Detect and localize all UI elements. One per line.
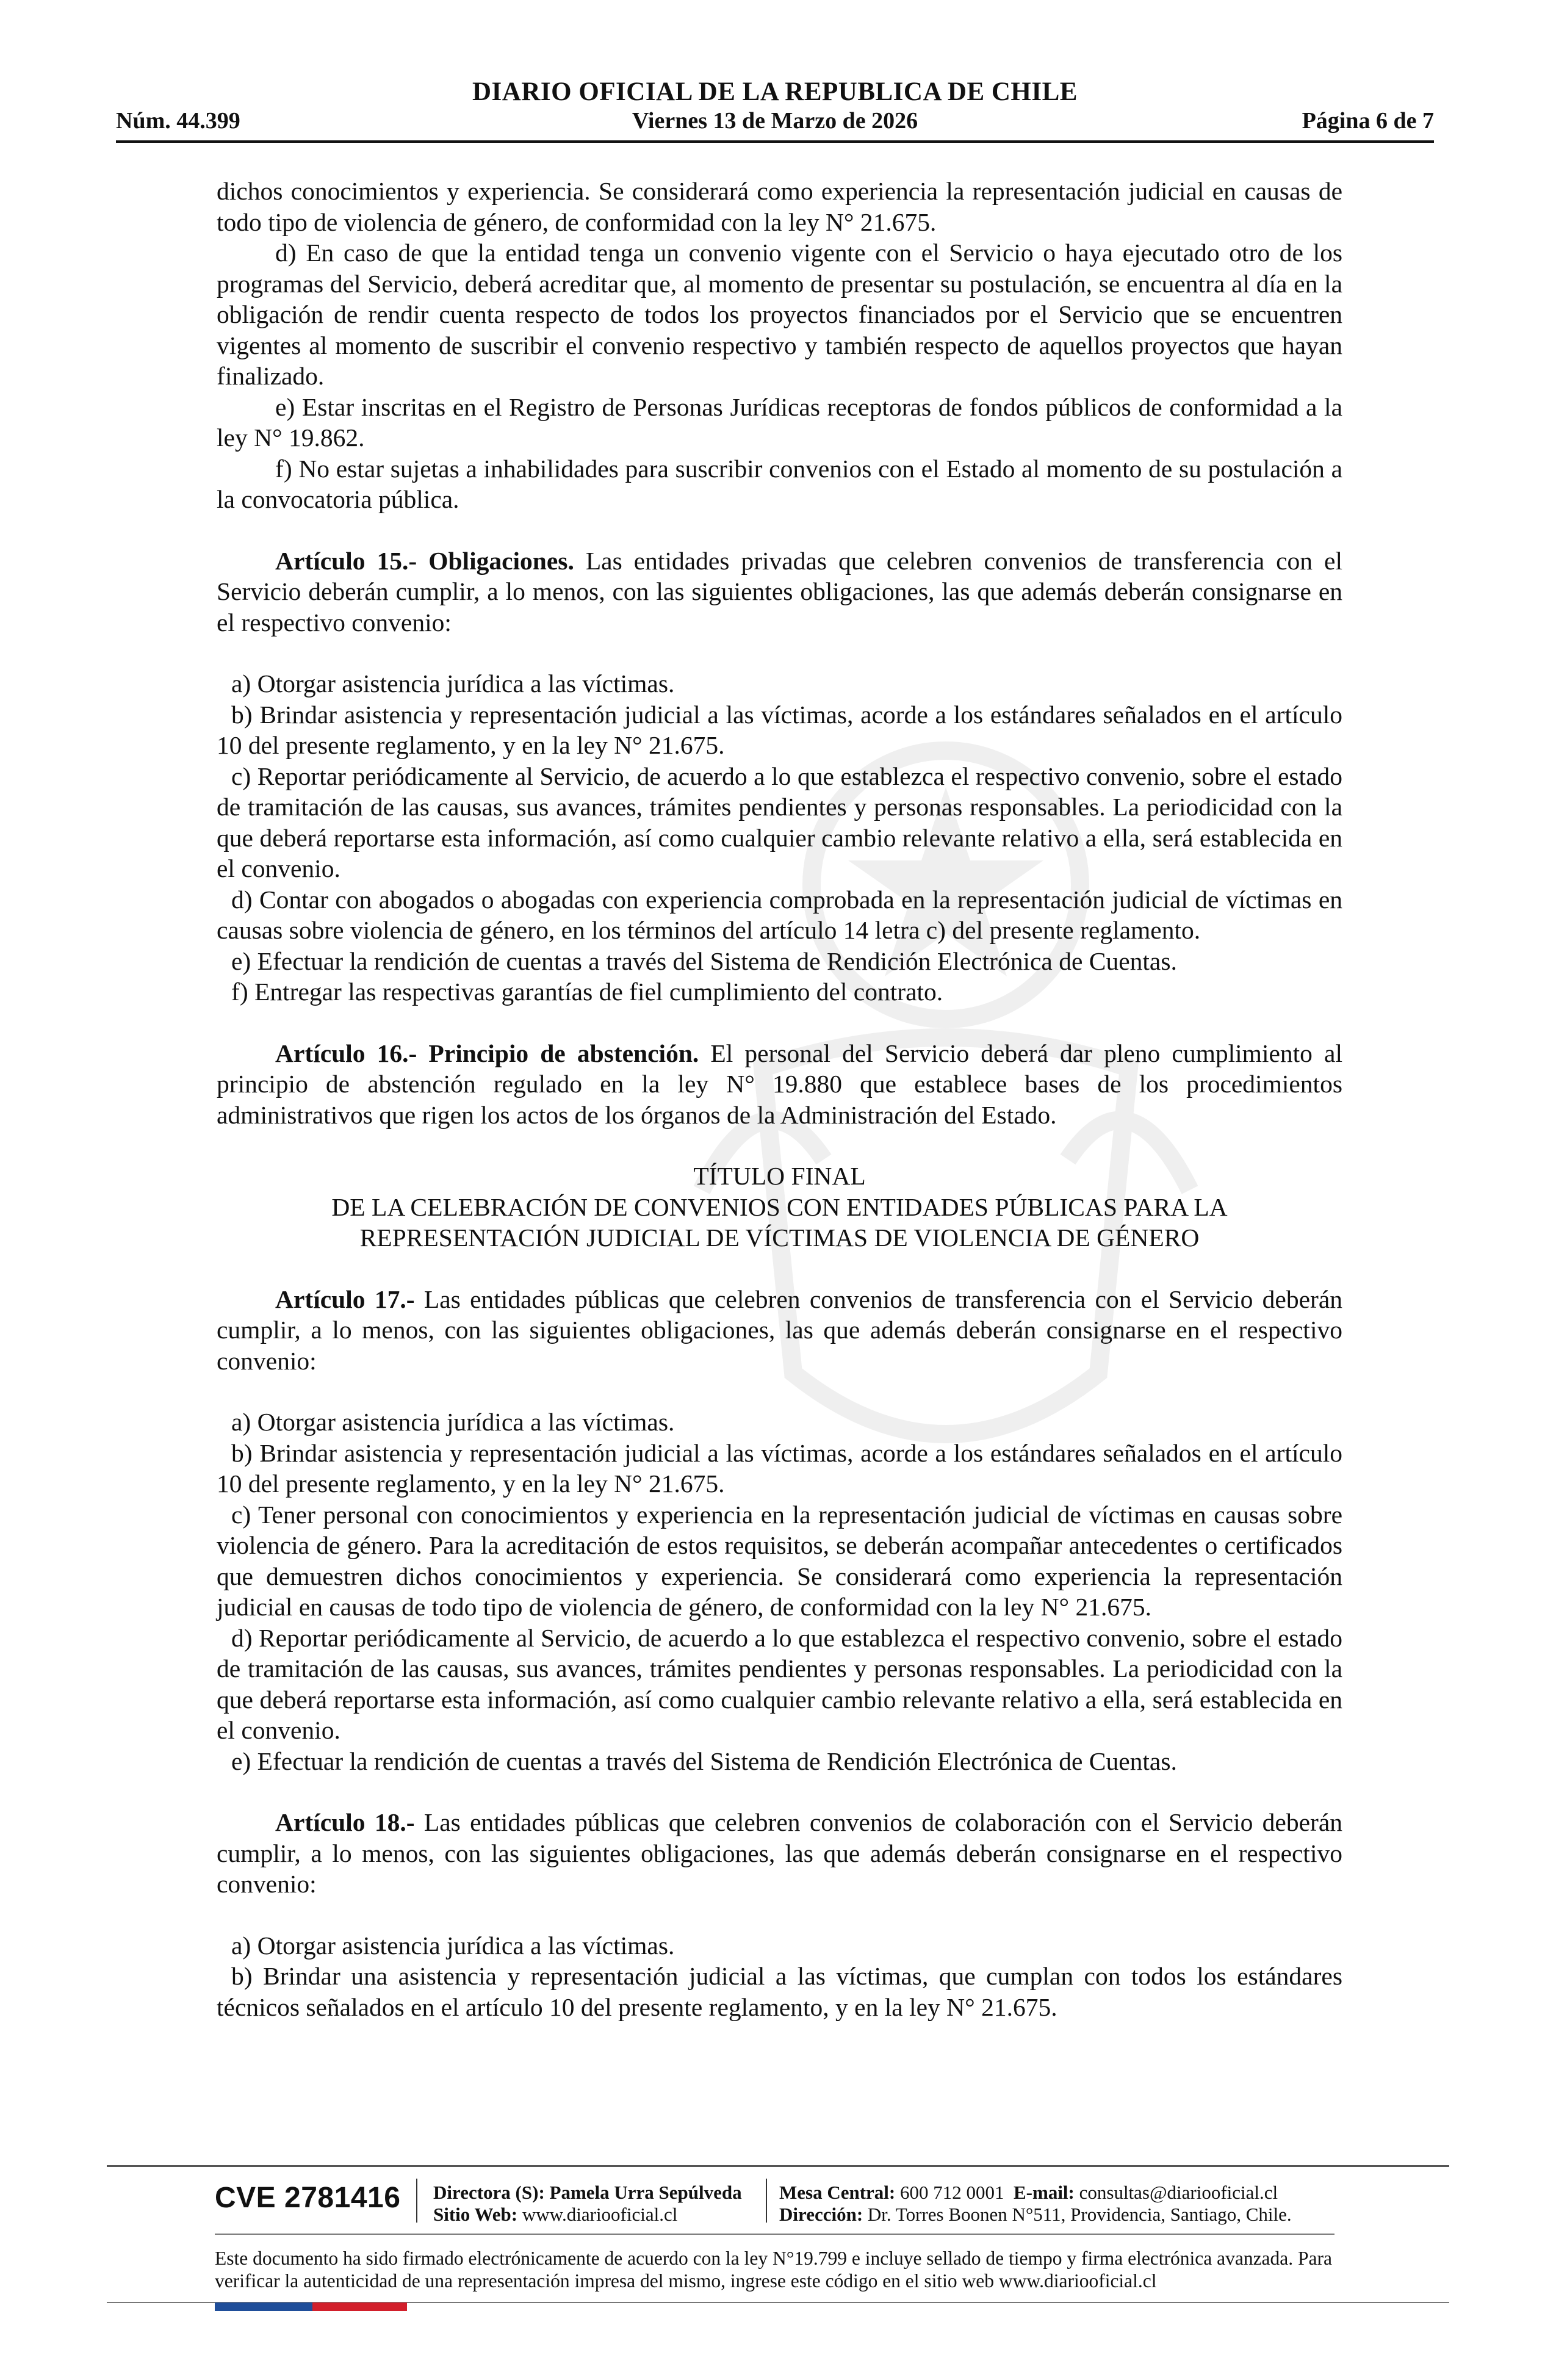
list-item: b) Brindar asistencia y representación judicial a las víctimas, acorde a los estándares señalados en el artículo 10 del presente reglamento, y en la ley N° 21.675. [217, 700, 1342, 759]
paragraph: dichos conocimientos y experiencia. Se considerará como experiencia la representación judicial en causas de todo tipo de violencia de género, de conformidad con la ley N° 21.675. [217, 177, 1342, 236]
site-label: Sitio Web: [433, 2204, 518, 2225]
list-item: e) Efectuar la rendición de cuentas a través del Sistema de Rendición Electrónica de Cuentas. [231, 947, 1177, 975]
article-heading: Artículo 18.- [275, 1808, 415, 1836]
list-item: a) Otorgar asistencia jurídica a las víctimas. [231, 1408, 675, 1436]
article-text: Las entidades públicas que celebren convenios de colaboración con el Servicio deberán cumplir, a lo menos, con las siguientes obligaciones, las que además deberán consignarse en el respectivo convenio: [217, 1808, 1343, 1898]
section-subtitle: REPRESENTACIÓN JUDICIAL DE VÍCTIMAS DE VIOLENCIA DE GÉNERO [359, 1224, 1200, 1252]
paragraph: f) No estar sujetas a inhabilidades para suscribir convenios con el Estado al momento de su postulación a la convocatoria pública. [217, 454, 1342, 513]
signature-note: Este documento ha sido firmado electrónicamente de acuerdo con la ley N°19.799 e incluye sellado de tiempo y firma electrónica avanzada. Para verificar la autenticidad de una representación impresa del mismo, ingrese este código en el sitio web www.diariooficial.cl [215, 2248, 1332, 2292]
paragraph: e) Estar inscritas en el Registro de Personas Jurídicas receptoras de fondos públicos de conformidad a la ley N° 19.862. [217, 392, 1342, 452]
header-divider [116, 140, 1434, 143]
article-17 [217, 1284, 1342, 1377]
footer-separator [766, 2179, 767, 2223]
address-label: Dirección: [779, 2204, 863, 2225]
article-heading: Artículo 17.- [275, 1285, 415, 1313]
list-item: f) Entregar las respectivas garantías de fiel cumplimiento del contrato. [231, 978, 943, 1006]
footer-contact-block [779, 2182, 1292, 2226]
paragraph: d) En caso de que la entidad tenga un convenio vigente con el Servicio o haya ejecutado otro de los programas del Servicio, deberá acreditar que, al momento de presentar su postulación, se encuentra al día en la obligación de rendir cuenta respecto de todos los proyectos financiados por el Servicio que se encuentren vigentes al momento de suscribir el convenio respectivo y también respecto de aquellos proyectos que hayan finalizado. [217, 239, 1342, 390]
cve-code: CVE 2781416 [215, 2182, 401, 2214]
phone-value: 600 712 0001 [900, 2182, 1004, 2203]
list-item: c) Tener personal con conocimientos y experiencia en la representación judicial de víctimas en causas sobre violencia de género. Para la acreditación de estos requisitos, se deberán acompañar antecedentes o certificados que demuestren dichos conocimientos y experiencia. Se considerará como experiencia la representación judicial en causas de todo tipo de violencia de género, de conformidad con la ley N° 21.675. [217, 1500, 1342, 1621]
section-subtitle: DE LA CELEBRACIÓN DE CONVENIOS CON ENTIDADES PÚBLICAS PARA LA [331, 1192, 1228, 1221]
article-16 [217, 1038, 1342, 1131]
footer-divider [107, 2165, 1449, 2167]
director-name: Pamela Urra Sepúlveda [549, 2182, 742, 2203]
list-item: d) Reportar periódicamente al Servicio, de acuerdo a lo que establezca el respectivo convenio, sobre el estado de tramitación de las causas, sus avances, trámites pendientes y personas responsables. La periodicidad con la que deberá reportarse esta información, así como cualquier cambio relevante relativo a ella, será establecida en el convenio. [217, 1623, 1342, 1744]
footer-divider [215, 2234, 1334, 2235]
list-item: b) Brindar una asistencia y representación judicial a las víctimas, que cumplan con todos los estándares técnicos señalados en el artículo 10 del presente reglamento, y en la ley N° 21.675. [217, 1962, 1342, 2021]
article-text: Las entidades privadas que celebren convenios de transferencia con el Servicio deberán cumplir, a lo menos, con las siguientes obligaciones, las que además deberán consignarse en el respectivo convenio: [217, 546, 1342, 636]
issue-number: Núm. 44.399 [116, 108, 240, 134]
flag-stripe-red [312, 2302, 407, 2311]
page-header [116, 72, 1434, 145]
list-item: e) Efectuar la rendición de cuentas a través del Sistema de Rendición Electrónica de Cuentas. [231, 1747, 1177, 1775]
document-body [217, 176, 1342, 2022]
list-item: b) Brindar asistencia y representación judicial a las víctimas, acorde a los estándares señalados en el artículo 10 del presente reglamento, y en la ley N° 21.675. [217, 1438, 1342, 1498]
issue-date: Viernes 13 de Marzo de 2026 [632, 108, 918, 134]
article-18 [217, 1807, 1342, 1900]
list-item: a) Otorgar asistencia jurídica a las víctimas. [231, 669, 675, 698]
email-link[interactable]: consultas@diariooficial.cl [1079, 2182, 1278, 2203]
site-link[interactable]: www.diariooficial.cl [522, 2204, 678, 2225]
flag-stripe-blue [215, 2302, 312, 2311]
article-heading: Artículo 15.- Obligaciones. [275, 546, 574, 575]
email-label: E-mail: [1014, 2182, 1075, 2203]
footer-separator [416, 2179, 417, 2223]
section-title: TÍTULO FINAL [693, 1162, 866, 1190]
article-text: El personal del Servicio deberá dar pleno cumplimiento al principio de abstención regulado en la ley N° 19.880 que establece bases de los procedimientos administrativos que rigen los actos de los órganos de la Administración del Estado. [217, 1039, 1342, 1129]
address-value: Dr. Torres Boonen N°511, Providencia, Santiago, Chile. [867, 2204, 1292, 2225]
article-heading: Artículo 16.- Principio de abstención. [275, 1039, 699, 1067]
list-item: a) Otorgar asistencia jurídica a las víctimas. [231, 1931, 675, 1960]
footer-director-block [433, 2182, 742, 2226]
list-item: c) Reportar periódicamente al Servicio, de acuerdo a lo que establezca el respectivo convenio, sobre el estado de tramitación de las causas, sus avances, trámites pendientes y personas responsables. La periodicidad con la que deberá reportarse esta información, así como cualquier cambio relevante relativo a ella, será establecida en el convenio. [217, 762, 1342, 882]
gazette-title: DIARIO OFICIAL DE LA REPUBLICA DE CHILE [472, 78, 1078, 106]
director-label: Directora (S): [433, 2182, 545, 2203]
phone-label: Mesa Central: [779, 2182, 896, 2203]
list-item: d) Contar con abogados o abogadas con experiencia comprobada en la representación judicial de víctimas en causas sobre violencia de género, en los términos del artículo 14 letra c) del presente reglamento. [217, 885, 1342, 944]
page-number: Página 6 de 7 [1302, 108, 1434, 134]
article-15 [217, 546, 1342, 638]
article-text: Las entidades públicas que celebren convenios de transferencia con el Servicio deberán cumplir, a lo menos, con las siguientes obligaciones, las que además deberán consignarse en el respectivo convenio: [217, 1285, 1343, 1375]
